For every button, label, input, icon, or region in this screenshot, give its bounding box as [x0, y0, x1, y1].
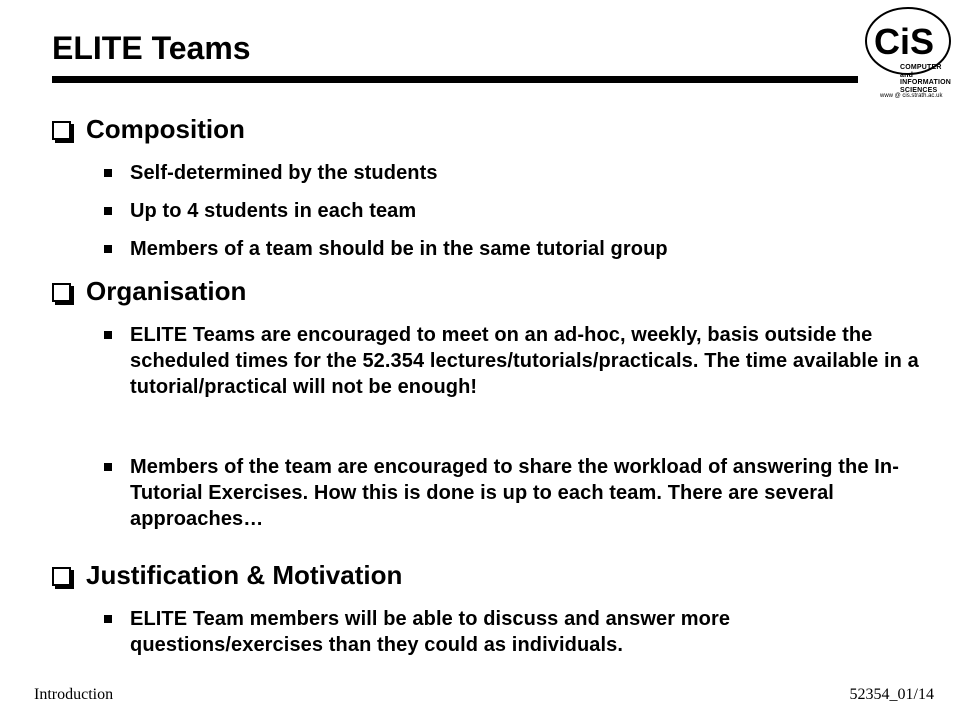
bullet-item	[104, 160, 924, 186]
section-justification	[52, 560, 402, 590]
cis-logo-line: INFORMATION	[900, 79, 952, 86]
bullet-item	[104, 198, 924, 224]
cis-logo-text: CiS	[874, 21, 935, 62]
square-bullet-icon	[104, 615, 112, 623]
square-bullet-icon	[104, 463, 112, 471]
checkbox-bullet-icon	[52, 121, 71, 140]
cis-logo-line: COMPUTER and	[900, 64, 942, 79]
bullet-text: ELITE Team members will be able to discuss and answer more questions/exercises than they could as individuals.	[130, 608, 731, 656]
cis-logo-line: SCIENCES	[900, 86, 938, 94]
bullet-text: ELITE Teams are encouraged to meet on an ad-hoc, weekly, basis outside the scheduled times for the 52.354 lectures/tutorials/practicals. The time available in a tutorial/practical will not be enough!	[130, 324, 919, 398]
footer-slide-number: 52354_01/14	[849, 686, 934, 703]
cis-logo-url: www @ cis.strath.ac.uk	[880, 93, 943, 99]
square-bullet-icon	[104, 331, 112, 339]
footer-section-label: Introduction	[34, 686, 114, 703]
bullet-text: Self-determined by the students	[130, 162, 438, 184]
slide-title: ELITE Teams	[52, 30, 251, 66]
bullet-text: Members of the team are encouraged to share the workload of answering the In-Tutorial Exercises. How this is done is up to each team. There are several approaches…	[130, 456, 899, 530]
checkbox-bullet-icon	[52, 283, 71, 302]
square-bullet-icon	[104, 245, 112, 253]
square-bullet-icon	[104, 169, 112, 177]
bullet-item	[104, 236, 924, 262]
bullet-text: Members of a team should be in the same tutorial group	[130, 238, 668, 260]
section-composition	[52, 114, 245, 144]
square-bullet-icon	[104, 207, 112, 215]
bullet-item	[104, 322, 924, 400]
section-heading: Composition	[86, 114, 245, 144]
bullet-item	[104, 606, 924, 658]
checkbox-bullet-icon	[52, 567, 71, 586]
section-heading: Justification & Motivation	[86, 560, 403, 590]
section-organisation	[52, 276, 246, 306]
section-heading: Organisation	[86, 276, 247, 306]
bullet-item	[104, 454, 924, 532]
bullet-text: Up to 4 students in each team	[130, 200, 417, 222]
